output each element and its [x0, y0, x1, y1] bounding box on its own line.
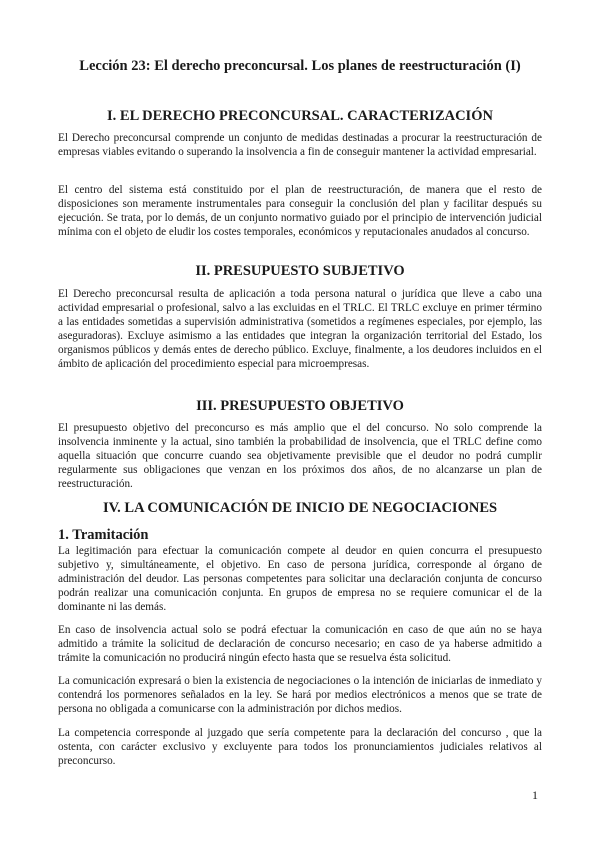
section-heading-presupuesto-objetivo: III. PRESUPUESTO OBJETIVO — [196, 398, 404, 414]
subsection-heading-tramitacion: 1. Tramitación — [58, 527, 149, 543]
paragraph: En caso de insolvencia actual solo se podrá efectuar la comunicación en caso de que aún no se haya admitido a trámite la solicitud de declaración de concurso necesario; en caso de ya haberse admitido a trámite la comunicación no producirá ningún efecto hasta que se resuelva ésta solicitud. — [58, 624, 542, 664]
paragraph: El presupuesto objetivo del preconcurso es más amplio que el del concurso. No solo comprende la insolvencia inminente y la actual, sino también la probabilidad de insolvencia, que el TRLC define como aquella situación que concurre cuando sea objetivamente previsible que el deudor no podrá cumplir regularmente sus obligaciones que venzan en los próximos dos años, de no alcanzarse un plan de reestructuración. — [58, 422, 542, 490]
paragraph: El Derecho preconcursal comprende un conjunto de medidas destinadas a procurar la reestructuración de empresas viables evitando o superando la insolvencia a fin de conseguir mantener la actividad empresarial. — [58, 132, 542, 158]
paragraph: El Derecho preconcursal resulta de aplicación a toda persona natural o jurídica que lleve a cabo una actividad empresarial o profesional, salvo a las excluidas en el TRLC. El TRLC excluye en primer término a las entidades sometidas a supervisión administrativa (sometidos a regímenes especiales, por ejemplo, las aseguradoras). Excluye asimismo a las entidades que integran la organización territorial del Estado, los organismos públicos y demás entes de derecho público. Excluye, finalmente, a los deudores incluidos en el ámbito de aplicación del procedimiento especial para microempresas. — [58, 288, 542, 370]
paragraph: La comunicación expresará o bien la existencia de negociaciones o la intención de iniciarlas de inmediato y contendrá los pormenores señalados en la ley. Se hará por medios electrónicos a menos que se trate de persona no obligada a comunicarse con la administración por dichos medios. — [58, 675, 542, 715]
paragraph: La competencia corresponde al juzgado que sería competente para la declaración del concurso , que la ostenta, con carácter exclusivo y excluyente para todos los pronunciamientos judiciales relativos al preconcurso. — [58, 727, 542, 767]
paragraph: El centro del sistema está constituido por el plan de reestructuración, de manera que el resto de disposiciones son meramente instrumentales para conseguir la conclusión del plan y facilitar después su ejecución. Se trata, por lo demás, de un conjunto normativo guiado por el principio de intervención judicial mínima con el objeto de eludir los costes temporales, económicos y reputacionales anudados al concurso. — [58, 184, 542, 238]
lesson-title: Lección 23: El derecho preconcursal. Los planes de reestructuración (I) — [79, 58, 521, 74]
section-heading-comunicacion: IV. LA COMUNICACIÓN DE INICIO DE NEGOCIACIONES — [102, 500, 498, 516]
section-heading-caracterizacion: I. EL DERECHO PRECONCURSAL. CARACTERIZACIÓN — [107, 108, 493, 124]
section-heading-presupuesto-subjetivo: II. PRESUPUESTO SUBJETIVO — [195, 263, 405, 279]
page-number: 1 — [532, 788, 538, 802]
paragraph: La legitimación para efectuar la comunicación compete al deudor en quien concurra el presupuesto subjetivo y, simultáneamente, el objetivo. En caso de persona jurídica, corresponde al órgano de administración del deudor. Las personas competentes para solicitar una declaración conjunta de concurso podrán realizar una comunicación conjunta. En grupos de empresa no se requiere comunicar el de la dominante ni las demás. — [58, 545, 542, 613]
